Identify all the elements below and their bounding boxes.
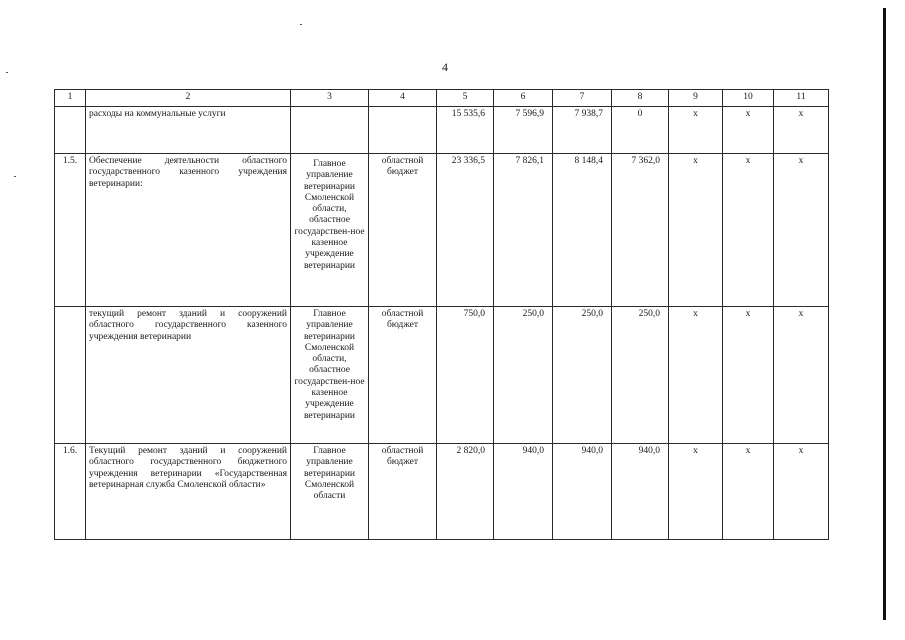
header-cell: 1 (55, 90, 86, 107)
row-col7: 7 938,7 (553, 107, 612, 154)
budget-table (54, 89, 829, 540)
row-col11: x (774, 107, 829, 154)
row-source (369, 107, 437, 154)
row-col9: x (669, 444, 723, 540)
row-name: расходы на коммунальные услуги (86, 107, 291, 154)
row-executor: Главное управление ветеринарии Смоленской области, областное государствен-ное казенное учреждение ветеринарии (291, 307, 369, 444)
row-col5: 750,0 (437, 307, 494, 444)
header-cell: 5 (437, 90, 494, 107)
row-name: текущий ремонт зданий и сооружений областного государственного казенного учреждения ветеринарии (86, 307, 291, 444)
row-col9: x (669, 154, 723, 307)
row-col11: x (774, 154, 829, 307)
scan-speck (300, 24, 302, 25)
row-col10: x (723, 107, 774, 154)
row-col8: 250,0 (612, 307, 669, 444)
row-source: областной бюджет (369, 307, 437, 444)
header-cell: 9 (669, 90, 723, 107)
row-executor: Главное управление ветеринарии Смоленской области, областное государствен-ное казенное учреждение ветеринарии (291, 154, 369, 307)
row-col10: x (723, 444, 774, 540)
row-col5: 2 820,0 (437, 444, 494, 540)
row-col6: 940,0 (494, 444, 553, 540)
row-col8: 0 (612, 107, 669, 154)
row-col8: 940,0 (612, 444, 669, 540)
row-col10: x (723, 154, 774, 307)
header-cell: 7 (553, 90, 612, 107)
row-col6: 7 596,9 (494, 107, 553, 154)
table-row (55, 444, 829, 540)
row-col9: x (669, 307, 723, 444)
row-name: Обеспечение деятельности областного государственного казенного учреждения ветеринарии: (86, 154, 291, 307)
header-cell: 3 (291, 90, 369, 107)
row-number: 1.6. (55, 444, 86, 540)
table-row (55, 107, 829, 154)
row-executor (291, 107, 369, 154)
header-cell: 4 (369, 90, 437, 107)
header-cell: 6 (494, 90, 553, 107)
row-col5: 23 336,5 (437, 154, 494, 307)
row-col6: 7 826,1 (494, 154, 553, 307)
row-number: 1.5. (55, 154, 86, 307)
row-col6: 250,0 (494, 307, 553, 444)
row-col7: 940,0 (553, 444, 612, 540)
table-row (55, 307, 829, 444)
header-cell: 11 (774, 90, 829, 107)
page-number: 4 (442, 60, 448, 74)
row-number (55, 307, 86, 444)
row-col10: x (723, 307, 774, 444)
row-col7: 8 148,4 (553, 154, 612, 307)
table-row (55, 154, 829, 307)
row-col11: x (774, 307, 829, 444)
row-col7: 250,0 (553, 307, 612, 444)
scan-speck (6, 72, 8, 73)
row-source: областной бюджет (369, 154, 437, 307)
header-cell: 10 (723, 90, 774, 107)
header-cell: 2 (86, 90, 291, 107)
row-number (55, 107, 86, 154)
scan-speck (14, 176, 16, 177)
row-source: областной бюджет (369, 444, 437, 540)
row-name: Текущий ремонт зданий и сооружений областного государственного бюджетного учреждения ветеринарии «Государственная ветеринарная служба Смоленской области» (86, 444, 291, 540)
row-executor: Главное управление ветеринарии Смоленской области (291, 444, 369, 540)
row-col9: x (669, 107, 723, 154)
row-col8: 7 362,0 (612, 154, 669, 307)
row-col11: x (774, 444, 829, 540)
table-header-row (55, 90, 829, 107)
row-col5: 15 535,6 (437, 107, 494, 154)
header-cell: 8 (612, 90, 669, 107)
scan-edge-bar (883, 8, 886, 620)
